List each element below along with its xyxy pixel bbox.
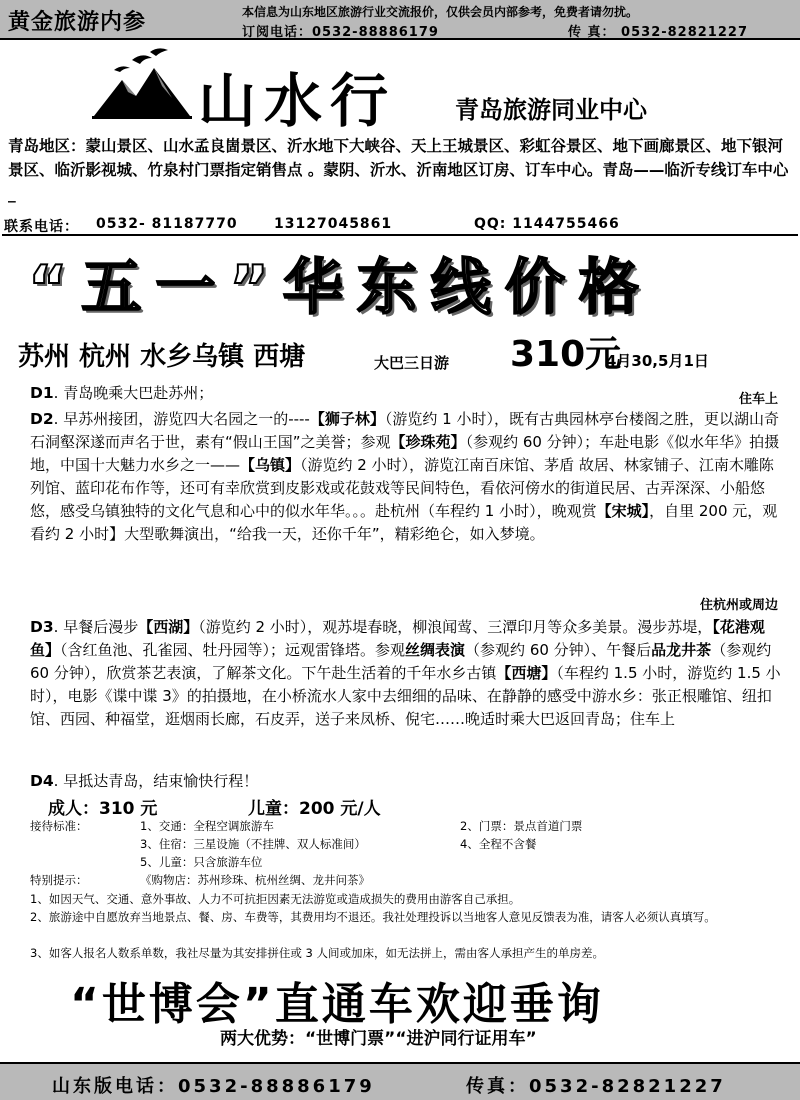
day-3-label: D3 <box>30 618 54 636</box>
standard-2: 2、门票：景点首道门票 <box>460 819 583 833</box>
day-2-stay: 住杭州或周边 <box>699 598 778 613</box>
tip-3: 3、如客人报名人数系单数，我社尽量为其安排拼住或 3 人间或加床，如无法拼上，需由客人承担产生的单房差。 <box>30 946 604 960</box>
spot-silk-show: 丝绸表演 <box>405 641 466 659</box>
route-type: 大巴三日游 <box>374 354 450 372</box>
spot-flower-harbor: 【花港观鱼】 <box>30 618 765 659</box>
standard-4: 4、全程不含餐 <box>460 837 537 851</box>
bottom-banner <box>0 1062 800 1100</box>
standard-3: 3、住宿：三星设施（不挂牌、双人标准间） <box>140 837 366 851</box>
contact-qq: QQ: 1144755466 <box>474 216 620 232</box>
spot-pearl-garden: 【珍珠苑】 <box>390 433 466 451</box>
day-2-text: （参观约 60 分钟）；车赴电影《似水年华》拍摄地，中国十大魅力水乡之一—— <box>30 433 780 474</box>
day-2 <box>30 408 782 546</box>
tips-label: 特别提示： <box>30 873 88 887</box>
route-cities: 苏州 杭州 水乡乌镇 西塘 <box>18 342 306 372</box>
mountain-swallow-logo-icon <box>92 46 192 122</box>
expo-headline: “世博会”直通车欢迎垂询 <box>70 979 604 1030</box>
adult-price: 成人：310 元 <box>48 799 158 819</box>
spot-wuzhen: 【乌镇】 <box>240 456 301 474</box>
spot-lion-grove: 【狮子林】 <box>309 410 385 428</box>
brand-title: 黄金旅游内参 <box>8 10 147 35</box>
day-1-text: . 青岛晚乘大巴赴苏州； <box>53 384 214 402</box>
region-description: 青岛地区：蒙山景区、山水孟良崮景区、沂水地下大峡谷、天上王城景区、彩虹谷景区、地下画廊景区、地下银河景区、临沂影视城、竹泉村门票指定销售点 。蒙阴、沂水、沂南地区订房、订车中心。青岛——临沂专线订车中心_ <box>8 137 789 203</box>
day-3-text: （参观约 60 分钟），欣赏茶艺表演，了解茶文化。下午赴生活着的千年水乡古镇 <box>30 641 772 682</box>
day-3-text: （参观约 60 分钟）、午餐后 <box>465 641 652 659</box>
day-1-stay: 住车上 <box>738 392 778 407</box>
top-banner <box>0 0 800 40</box>
subscribe-phone: 订阅电话：0532-88886179 <box>242 25 439 40</box>
contact-line <box>2 214 798 236</box>
main-headline: “五一”华东线价格 <box>28 253 653 323</box>
standard-1: 1、交通：全程空调旅游车 <box>140 819 274 833</box>
standard-5: 5、儿童：只含旅游车位 <box>140 855 263 869</box>
route-price: 310元 <box>510 334 622 375</box>
tip-1: 1、如因天气、交通、意外事故、人力不可抗拒因素无法游览或造成损失的费用由游客自己承担。 <box>30 892 521 906</box>
route-dates: 4月30,5月1日 <box>606 352 709 370</box>
day-1-label: D1 <box>30 384 54 402</box>
day-4-label: D4 <box>30 772 54 790</box>
tip-2: 2、旅游途中自愿放弃当地景点、餐、房、车费等，其费用均不退还。我社处理投诉以当地客人意见反馈表为准，请客人必须认真填写。 <box>30 910 716 924</box>
footer-phone: 山东版电话：0532-88886179 <box>52 1076 375 1097</box>
day-2-text: ，自里 200 元，观看约 2 小时】大型歌舞演出，“给我一天，还你千年”，精彩绝仑，如入梦境。 <box>30 502 778 543</box>
contact-label: 联系电话： <box>4 219 79 235</box>
spot-song-city: 【宋城】 <box>596 502 650 520</box>
center-name: 青岛旅游同业中心 <box>455 96 647 124</box>
day-4 <box>30 770 782 793</box>
spot-xitang: 【西塘】 <box>496 664 557 682</box>
contact-phone-1: 0532- 81187770 <box>96 216 238 232</box>
shopping-note: 《购物店：苏州珍珠、杭州丝绸、龙井问茶》 <box>140 873 370 887</box>
day-1 <box>30 382 782 405</box>
day-2-text: （游览约 2 小时），游览江南百床馆、茅盾 故居、林家铺子、江南木雕陈列馆、蓝印花布作等，还可有幸欣赏到皮影戏或花鼓戏等民间特色，看依河傍水的街道民居、古弄深深、小船悠悠，感受乌镇独特的文化气息和心中的似水年华。。。赴杭州（车程约 1 小时），晚观赏 <box>30 456 774 520</box>
day-3-text: （游览约 2 小时），观苏堤春晓，柳浪闻莺、三潭印月等众多美景。漫步苏堤， <box>198 618 713 636</box>
standards-label: 接待标准： <box>30 819 88 833</box>
day-2-text: （游览约 1 小时），既有古典园林亭台楼阁之胜，更以湖山奇石洞壑深遂而声名于世，素有“假山王国”之美誉；参观 <box>30 410 779 451</box>
day-3-text: （车程约 1.5 小时，游览约 1.5 小时），电影《谍中谍 3》的拍摄地，在小桥流水人家中去细细的品味、在静静的感受中游水乡：张正根雕馆、纽扣馆、西园、种福堂，逛烟雨长廊，石皮弄，送子来凤桥、倪宅……晚适时乘大巴返回青岛；住车上 <box>30 664 781 728</box>
child-price: 儿童：200 元/人 <box>248 799 381 819</box>
contact-phone-2: 13127045861 <box>274 216 393 232</box>
header-fax: 传 真： 0532-82821227 <box>568 25 748 40</box>
day-3-text: . 早餐后漫步 <box>53 618 139 636</box>
spot-longjing-tea: 品龙井茶 <box>651 641 712 659</box>
footer-fax: 传真：0532-82821227 <box>466 1076 726 1097</box>
day-3-text: （含红鱼池、孔雀园、牡丹园等）；远观雷锋塔。参观 <box>60 641 406 659</box>
day-2-label: D2 <box>30 410 54 428</box>
spot-west-lake: 【西湖】 <box>138 618 199 636</box>
company-logo-text: 山水行 <box>198 67 397 135</box>
day-2-text: . 早苏州接团，游览四大名园之一的---- <box>53 410 310 428</box>
expo-advantages: 两大优势：“世博门票”“进沪同行证用车” <box>220 1029 537 1049</box>
member-notice: 本信息为山东地区旅游行业交流报价，仅供会员内部参考，免费者请勿扰。 <box>242 5 639 19</box>
day-4-text: . 早抵达青岛，结束愉快行程！ <box>53 772 259 790</box>
day-3 <box>30 616 782 731</box>
